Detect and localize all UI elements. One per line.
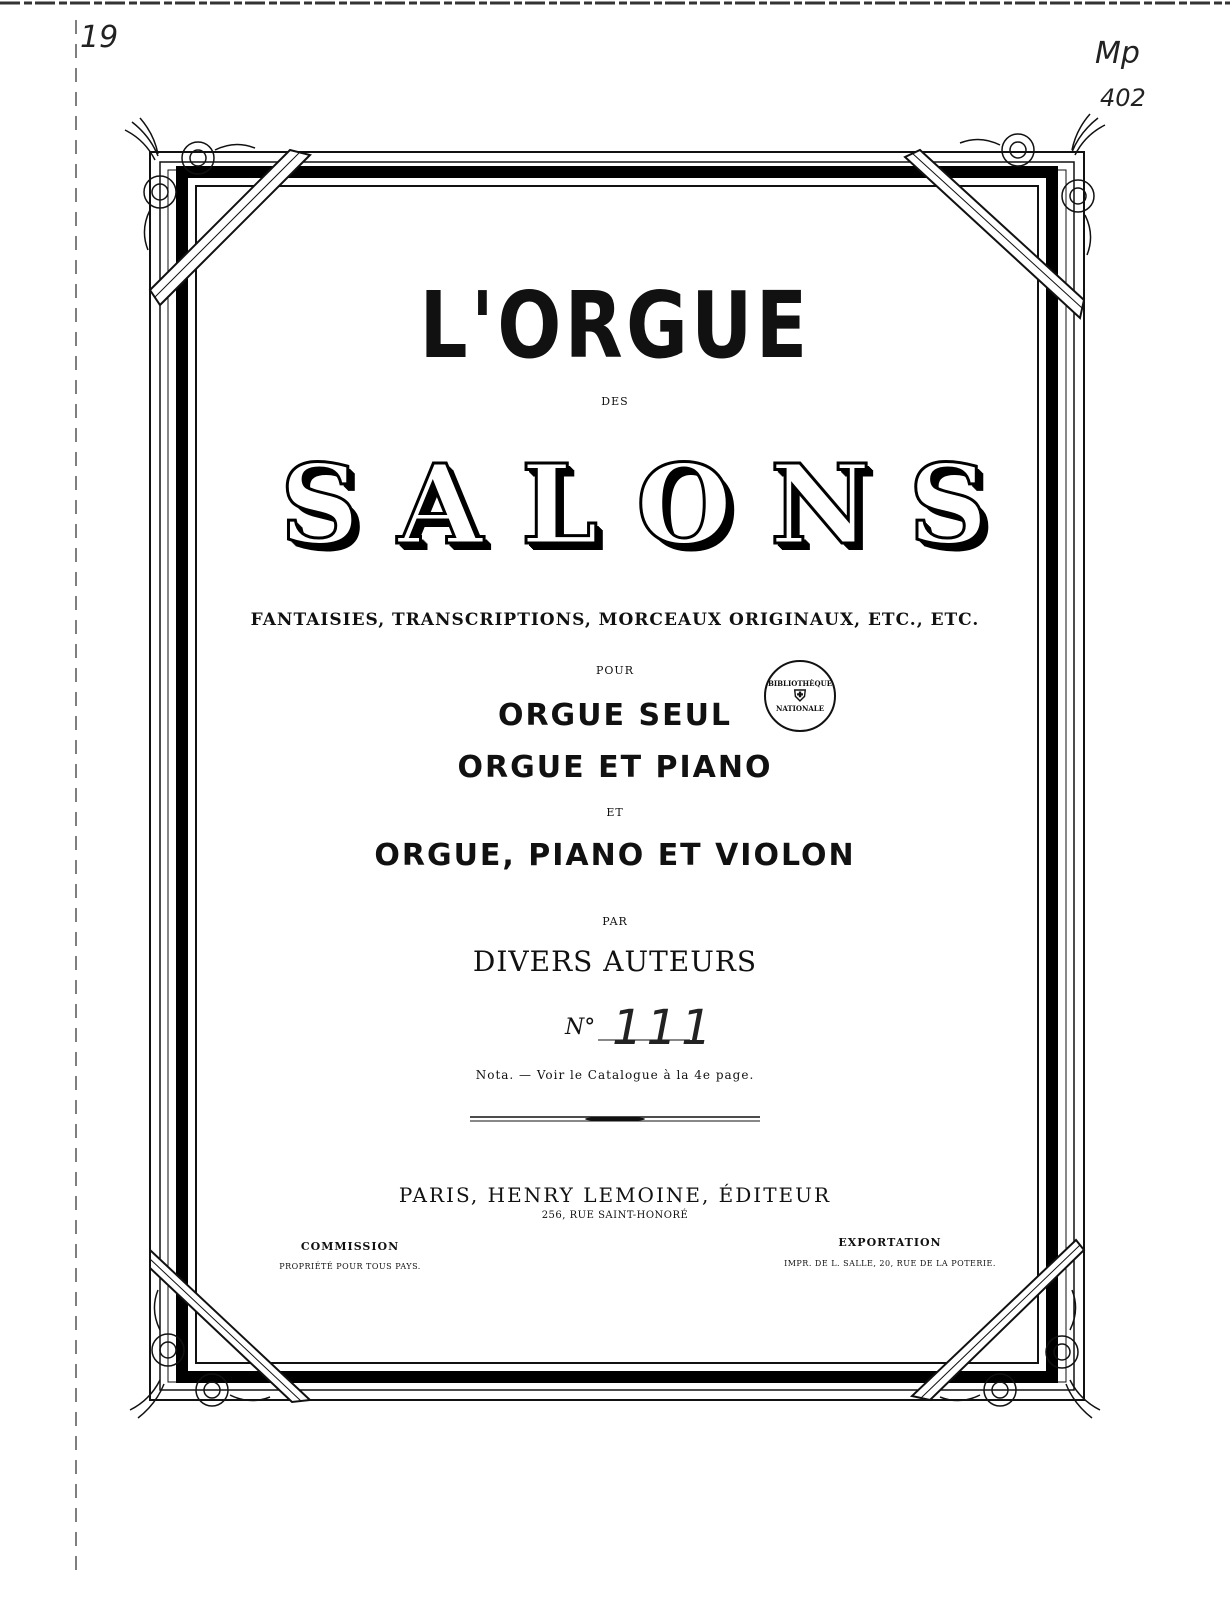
stamp-line-2: NATIONALE (775, 703, 825, 713)
title-line-1: L'ORGUE (419, 272, 811, 379)
stamp-line-1: BIBLIOTHÈQUE (767, 678, 833, 688)
footer-left-title: COMMISSION (300, 1240, 400, 1253)
publisher-address: 256, RUE SAINT-HONORÉ (541, 1210, 689, 1221)
connector-et: ET (606, 806, 624, 819)
connector-des: DES (601, 395, 629, 408)
number-prefix: N° (565, 1015, 596, 1040)
catalogue-note: Nota. — Voir le Catalogue à la 4e page. (475, 1068, 755, 1082)
instrumentation-line-2: ORGUE ET PIANO (457, 750, 773, 785)
connector-pour: POUR (596, 664, 634, 677)
title-line-2: SALONS (280, 440, 1026, 569)
subtitle: FANTAISIES, TRANSCRIPTIONS, MORCEAUX ORIGINAUX, ETC., ETC. (250, 610, 980, 630)
number-value: 111 (612, 1000, 716, 1056)
instrumentation-line-3: ORGUE, PIANO ET VIOLON (374, 838, 856, 873)
authors: DIVERS AUTEURS (472, 945, 758, 978)
instrumentation-line-1: ORGUE SEUL (497, 698, 733, 733)
footer-right-subtitle: IMPR. DE L. SALLE, 20, RUE DE LA POTERIE. (784, 1259, 996, 1268)
shield-icon: ⛨ (793, 686, 806, 706)
annotation-top-right-2: 402 (1100, 84, 1146, 112)
annotation-top-right-1: Mp (1095, 36, 1140, 71)
annotation-top-left: 19 (80, 20, 119, 55)
footer-left-subtitle: PROPRIÉTÉ POUR TOUS PAYS. (279, 1262, 421, 1271)
separator-rule (470, 1117, 760, 1122)
footer-right-title: EXPORTATION (838, 1236, 942, 1249)
publisher-line-1: PARIS, HENRY LEMOINE, ÉDITEUR (398, 1183, 832, 1207)
connector-par: PAR (602, 915, 628, 928)
